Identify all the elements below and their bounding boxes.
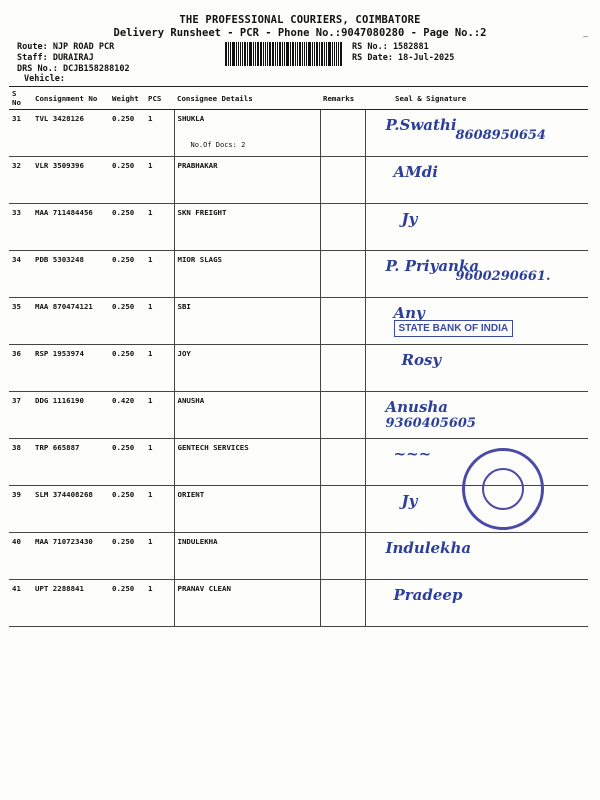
barcode-bar bbox=[312, 42, 313, 66]
cell-text: JOY bbox=[177, 349, 191, 358]
barcode-bar bbox=[326, 42, 327, 66]
cell-pcs bbox=[145, 110, 174, 157]
cell-text: INDULEKHA bbox=[177, 537, 218, 546]
cell-signature bbox=[365, 251, 588, 298]
handwritten-signature: ~~~ bbox=[393, 445, 432, 463]
vehicle-label: Vehicle: bbox=[24, 74, 65, 84]
cell-signature bbox=[365, 580, 588, 627]
handwritten-signature: AMdi bbox=[393, 163, 438, 181]
cell-sno bbox=[9, 157, 32, 204]
cell-text: MIOR SLAGS bbox=[177, 255, 222, 264]
cell-remarks bbox=[320, 204, 365, 251]
handwritten-phone: 9600290661. bbox=[455, 269, 551, 284]
barcode-bar bbox=[275, 42, 276, 66]
cell-pcs bbox=[145, 157, 174, 204]
handwritten-signature: Jy bbox=[401, 210, 418, 228]
handwritten-signature: Rosy bbox=[401, 351, 442, 369]
barcode-bar bbox=[297, 42, 298, 66]
cell-text: 32 bbox=[12, 161, 21, 170]
table-row bbox=[9, 204, 588, 251]
cell-text: 1 bbox=[148, 443, 153, 452]
cell-signature bbox=[365, 298, 588, 345]
cell-weight bbox=[109, 439, 145, 486]
cell-text: 0.250 bbox=[112, 114, 135, 123]
cell-text: 1 bbox=[148, 537, 153, 546]
cell-pcs bbox=[145, 392, 174, 439]
cell-text: 0.250 bbox=[112, 161, 135, 170]
cell-text: TRP 665887 bbox=[35, 443, 80, 452]
cell-consignee bbox=[174, 251, 320, 298]
barcode-bar bbox=[253, 42, 254, 66]
cell-text: 1 bbox=[148, 114, 153, 123]
cell-text: PDB 5303248 bbox=[35, 255, 84, 264]
cell-text: 0.250 bbox=[112, 584, 135, 593]
rs-number: RS No.: 1582881 bbox=[352, 42, 429, 52]
cell-consignment-no bbox=[32, 392, 109, 439]
cell-text: GENTECH SERVICES bbox=[177, 443, 249, 452]
handwritten-signature: P. Priyanka bbox=[385, 257, 480, 275]
barcode-bar bbox=[263, 42, 264, 66]
barcode-bar bbox=[249, 42, 252, 66]
cell-weight bbox=[109, 157, 145, 204]
cell-consignee bbox=[174, 392, 320, 439]
cell-weight bbox=[109, 204, 145, 251]
cell-text: ORIENT bbox=[177, 490, 205, 499]
cell-weight bbox=[109, 251, 145, 298]
cell-remarks bbox=[320, 392, 365, 439]
cell-remarks bbox=[320, 486, 365, 533]
cell-weight bbox=[109, 345, 145, 392]
cell-consignee bbox=[174, 345, 320, 392]
cell-pcs bbox=[145, 204, 174, 251]
cell-text: 35 bbox=[12, 302, 21, 311]
barcode-bar bbox=[332, 42, 333, 66]
cell-text: MAA 710723430 bbox=[35, 537, 93, 546]
cell-text: 37 bbox=[12, 396, 21, 405]
rs-date: RS Date: 18-Jul-2025 bbox=[352, 53, 455, 63]
company-seal-stamp bbox=[462, 448, 544, 530]
table-row bbox=[9, 392, 588, 439]
barcode-bar bbox=[277, 42, 278, 66]
handwritten-signature: Anusha bbox=[385, 398, 449, 416]
cell-sno bbox=[9, 392, 32, 439]
cell-text: ANUSHA bbox=[177, 396, 205, 405]
table-header bbox=[9, 87, 588, 110]
cell-text: 1 bbox=[148, 490, 153, 499]
cell-remarks bbox=[320, 580, 365, 627]
handwritten-signature: Any bbox=[393, 304, 425, 322]
barcode-bar bbox=[304, 42, 305, 66]
cell-weight bbox=[109, 486, 145, 533]
cell-sno bbox=[9, 580, 32, 627]
cell-consignee bbox=[174, 110, 320, 157]
cell-text: 40 bbox=[12, 537, 21, 546]
col-remarks: Remarks bbox=[320, 87, 365, 110]
cell-sno bbox=[9, 251, 32, 298]
cell-consignee bbox=[174, 533, 320, 580]
cell-text: 33 bbox=[12, 208, 21, 217]
table-row bbox=[9, 110, 588, 157]
barcode-bar bbox=[232, 42, 235, 66]
col-pcs: PCS bbox=[145, 87, 174, 110]
cell-signature bbox=[365, 157, 588, 204]
cell-consignment-no bbox=[32, 439, 109, 486]
cell-signature bbox=[365, 345, 588, 392]
cell-weight bbox=[109, 110, 145, 157]
cell-text: 0.250 bbox=[112, 208, 135, 217]
table-row bbox=[9, 345, 588, 392]
barcode-bar bbox=[230, 42, 231, 66]
cell-weight bbox=[109, 392, 145, 439]
cell-pcs bbox=[145, 298, 174, 345]
cell-signature bbox=[365, 204, 588, 251]
cell-text: PRABHAKAR bbox=[177, 161, 218, 170]
cell-text: 36 bbox=[12, 349, 21, 358]
cell-text: 0.250 bbox=[112, 490, 135, 499]
cell-consignee bbox=[174, 580, 320, 627]
cell-text: 34 bbox=[12, 255, 21, 264]
cell-consignee bbox=[174, 298, 320, 345]
docs-count: No.Of Docs: 2 bbox=[190, 141, 246, 149]
cell-text: 1 bbox=[148, 396, 153, 405]
cell-consignment-no bbox=[32, 298, 109, 345]
cell-sno bbox=[9, 298, 32, 345]
cell-text: SLM 374408268 bbox=[35, 490, 93, 499]
barcode-bar bbox=[334, 42, 336, 66]
cell-weight bbox=[109, 298, 145, 345]
cell-text: MAA 711484456 bbox=[35, 208, 93, 217]
cell-consignee bbox=[174, 486, 320, 533]
cell-pcs bbox=[145, 580, 174, 627]
barcode-bar bbox=[308, 42, 311, 66]
barcode-bar bbox=[236, 42, 237, 66]
cell-text: VLR 3509396 bbox=[35, 161, 84, 170]
col-consignment: Consignment No bbox=[32, 87, 109, 110]
cell-text: 38 bbox=[12, 443, 21, 452]
barcode-bar bbox=[319, 42, 320, 66]
cell-remarks bbox=[320, 251, 365, 298]
table-row bbox=[9, 157, 588, 204]
drs-number: DRS No.: DCJB158288102 bbox=[17, 64, 130, 74]
cell-text: 1 bbox=[148, 161, 153, 170]
barcode bbox=[225, 42, 343, 66]
table-row bbox=[9, 298, 588, 345]
cell-text: RSP 1953974 bbox=[35, 349, 84, 358]
cell-remarks bbox=[320, 298, 365, 345]
corner-mark: — bbox=[583, 32, 588, 41]
barcode-bar bbox=[257, 42, 259, 66]
barcode-bar bbox=[340, 42, 342, 66]
barcode-bar bbox=[286, 42, 289, 66]
cell-remarks bbox=[320, 533, 365, 580]
cell-sno bbox=[9, 486, 32, 533]
cell-text: 0.250 bbox=[112, 349, 135, 358]
cell-text: 1 bbox=[148, 302, 153, 311]
handwritten-signature: Indulekha bbox=[385, 539, 472, 557]
cell-consignee bbox=[174, 204, 320, 251]
route-label: Route: NJP ROAD PCR bbox=[17, 42, 115, 52]
barcode-bar bbox=[321, 42, 323, 66]
barcode-bar bbox=[316, 42, 318, 66]
barcode-bar bbox=[255, 42, 256, 66]
cell-sno bbox=[9, 204, 32, 251]
col-signature: Seal & Signature bbox=[365, 87, 588, 110]
barcode-bar bbox=[282, 42, 283, 66]
cell-text: 31 bbox=[12, 114, 21, 123]
cell-consignment-no bbox=[32, 345, 109, 392]
cell-remarks bbox=[320, 439, 365, 486]
cell-consignment-no bbox=[32, 580, 109, 627]
cell-text: 0.250 bbox=[112, 537, 135, 546]
barcode-bar bbox=[238, 42, 240, 66]
cell-text: SHUKLA bbox=[177, 114, 205, 123]
cell-sno bbox=[9, 110, 32, 157]
cell-text: 1 bbox=[148, 255, 153, 264]
cell-text: 0.250 bbox=[112, 302, 135, 311]
barcode-bar bbox=[314, 42, 315, 66]
cell-consignment-no bbox=[32, 533, 109, 580]
barcode-bar bbox=[272, 42, 274, 66]
cell-remarks bbox=[320, 110, 365, 157]
cell-sno bbox=[9, 533, 32, 580]
cell-pcs bbox=[145, 251, 174, 298]
barcode-bar bbox=[247, 42, 248, 66]
cell-pcs bbox=[145, 345, 174, 392]
barcode-bar bbox=[295, 42, 296, 66]
barcode-bar bbox=[260, 42, 262, 66]
handwritten-phone: 9360405605 bbox=[385, 416, 476, 431]
cell-weight bbox=[109, 580, 145, 627]
cell-text: 1 bbox=[148, 584, 153, 593]
barcode-bar bbox=[338, 42, 339, 66]
handwritten-signature: Jy bbox=[401, 492, 418, 510]
cell-consignee bbox=[174, 157, 320, 204]
cell-sno bbox=[9, 345, 32, 392]
cell-signature bbox=[365, 486, 588, 533]
cell-text: UPT 2288841 bbox=[35, 584, 84, 593]
cell-consignment-no bbox=[32, 251, 109, 298]
document-title: THE PROFESSIONAL COURIERS, COIMBATORE bbox=[179, 14, 421, 26]
bank-stamp: STATE BANK OF INDIA bbox=[394, 320, 514, 337]
cell-signature bbox=[365, 392, 588, 439]
cell-text: 0.250 bbox=[112, 443, 135, 452]
cell-consignment-no bbox=[32, 486, 109, 533]
barcode-bar bbox=[244, 42, 246, 66]
seal-inner-ring bbox=[482, 468, 524, 510]
col-sno: S No bbox=[9, 87, 32, 110]
cell-pcs bbox=[145, 439, 174, 486]
barcode-bar bbox=[299, 42, 301, 66]
col-weight: Weight bbox=[109, 87, 145, 110]
cell-signature bbox=[365, 533, 588, 580]
cell-text: SKN FREIGHT bbox=[177, 208, 227, 217]
cell-consignment-no bbox=[32, 157, 109, 204]
cell-remarks bbox=[320, 345, 365, 392]
cell-weight bbox=[109, 533, 145, 580]
cell-text: 1 bbox=[148, 208, 153, 217]
barcode-bar bbox=[292, 42, 294, 66]
barcode-bar bbox=[267, 42, 268, 66]
barcode-bar bbox=[240, 42, 241, 66]
cell-text: MAA 870474121 bbox=[35, 302, 93, 311]
runsheet-subtitle: Delivery Runsheet - PCR - Phone No.:9047080280 - Page No.:2 bbox=[113, 27, 487, 39]
barcode-bar bbox=[324, 42, 325, 66]
barcode-bar bbox=[336, 42, 337, 66]
barcode-bar bbox=[306, 42, 307, 66]
cell-text: 39 bbox=[12, 490, 21, 499]
cell-text: PRANAV CLEAN bbox=[177, 584, 231, 593]
cell-text: DDG 1116190 bbox=[35, 396, 84, 405]
handwritten-signature: P.Swathi bbox=[385, 116, 457, 134]
barcode-bar bbox=[328, 42, 331, 66]
cell-consignee bbox=[174, 439, 320, 486]
col-consignee: Consignee Details bbox=[174, 87, 320, 110]
cell-remarks bbox=[320, 157, 365, 204]
cell-consignment-no bbox=[32, 110, 109, 157]
cell-text: 0.420 bbox=[112, 396, 135, 405]
barcode-bar bbox=[242, 42, 243, 66]
cell-consignment-no bbox=[32, 204, 109, 251]
handwritten-signature: Pradeep bbox=[393, 586, 463, 604]
cell-text: 1 bbox=[148, 349, 153, 358]
table-row bbox=[9, 533, 588, 580]
cell-sno bbox=[9, 439, 32, 486]
runsheet-table bbox=[9, 86, 588, 627]
table-row bbox=[9, 251, 588, 298]
barcode-bar bbox=[228, 42, 229, 66]
cell-pcs bbox=[145, 533, 174, 580]
barcode-bar bbox=[290, 42, 291, 66]
barcode-bar bbox=[225, 42, 227, 66]
cell-text: 41 bbox=[12, 584, 21, 593]
table-row bbox=[9, 486, 588, 533]
barcode-bar bbox=[279, 42, 281, 66]
staff-label: Staff: DURAIRAJ bbox=[17, 53, 94, 63]
cell-text: SBI bbox=[177, 302, 191, 311]
barcode-bar bbox=[265, 42, 266, 66]
cell-signature bbox=[365, 110, 588, 157]
barcode-bar bbox=[302, 42, 304, 66]
cell-text: 0.250 bbox=[112, 255, 135, 264]
barcode-bar bbox=[284, 42, 285, 66]
barcode-bar bbox=[269, 42, 272, 66]
handwritten-phone: 8608950654 bbox=[455, 128, 546, 143]
cell-pcs bbox=[145, 486, 174, 533]
cell-text: TVL 3428126 bbox=[35, 114, 84, 123]
table-row bbox=[9, 580, 588, 627]
